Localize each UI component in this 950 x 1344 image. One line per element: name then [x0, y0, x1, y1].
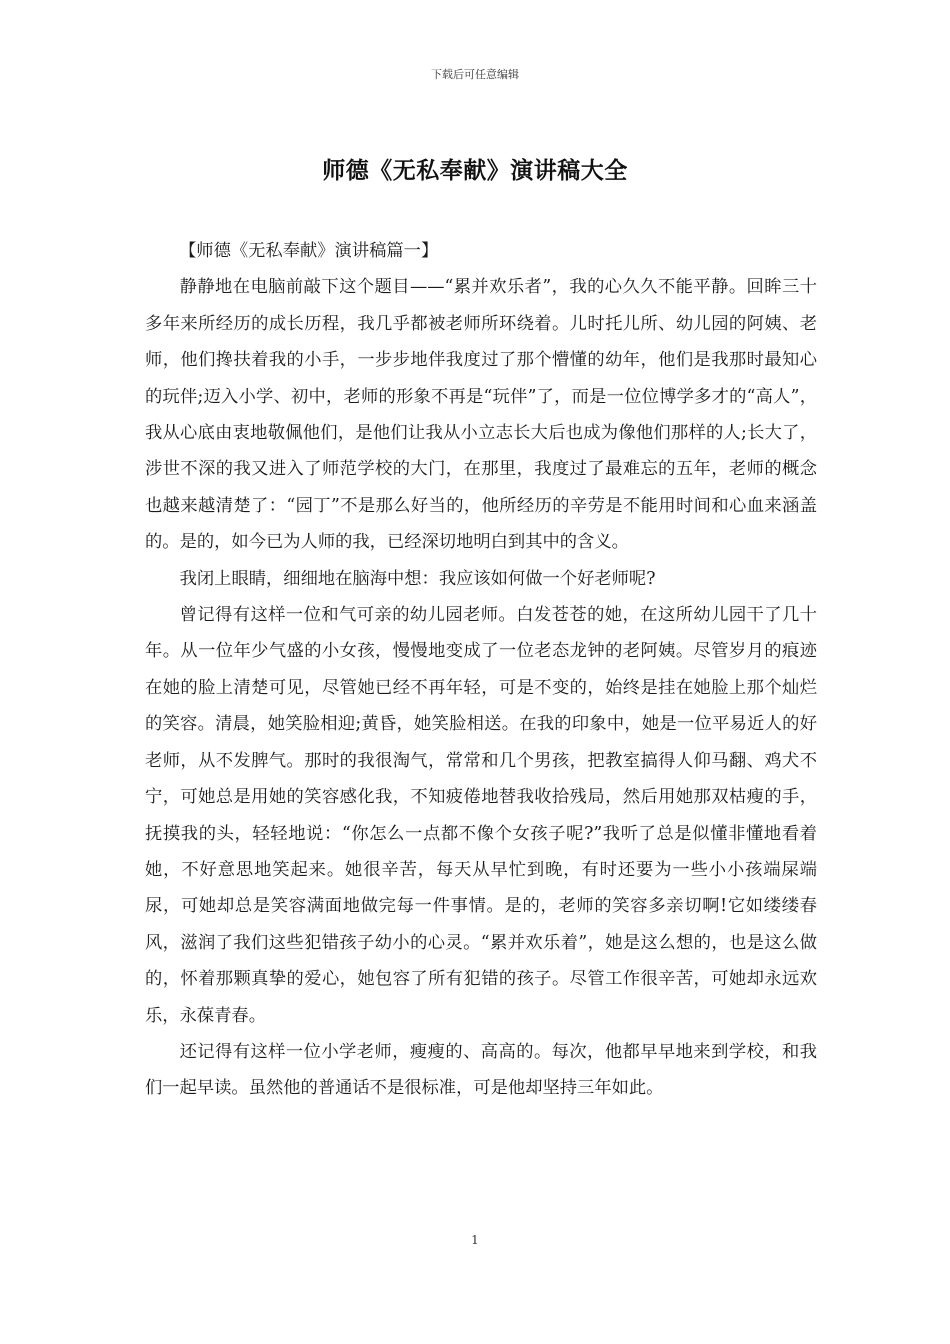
paragraph-2: 我闭上眼睛，细细地在脑海中想：我应该如何做一个好老师呢? [179, 568, 656, 589]
header-note: 下载后可任意编辑 [431, 68, 519, 81]
section-heading: 【师德《无私奉献》演讲稿篇一】 [179, 241, 439, 261]
page-number: 1 [471, 1233, 479, 1247]
paragraph-1: 静静地在电脑前敲下这个题目——“累并欢乐者”，我的心久久不能平静。回眸三十多年来所经历的成长历程，我几乎都被老师所环绕着。儿时托儿所、幼儿园的阿姨、老师，他们搀扶着我的小手，一步步地伴我度过了那个懵懂的幼年，他们是我那时最知心的玩伴;迈入小学、初中，老师的形象不再是“玩伴”了，而是一位位博学多才的“高人”，我从心底由衷地敬佩他们，是他们让我从小立志长大后也成为像他们那样的人;长大了，涉世不深的我又进入了师范学校的大门，在那里，我度过了最难忘的五年，老师的概念也越来越清楚了：“园丁”不是那么好当的，他所经历的辛劳是不能用时间和心血来涵盖的。是的，如今已为人师的我，已经深切地明白到其中的含义。 [145, 277, 817, 553]
paragraph-4: 还记得有这样一位小学老师，瘦瘦的、高高的。每次，他都早早地来到学校，和我们一起早读。虽然他的普通话不是很标准，可是他却坚持三年如此。 [145, 1041, 817, 1099]
document-title: 师德《无私奉献》演讲稿大全 [322, 157, 628, 184]
paragraph-3: 曾记得有这样一位和气可亲的幼儿园老师。白发苍苍的她，在这所幼儿园干了几十年。从一位年少气盛的小女孩，慢慢地变成了一位老态龙钟的老阿姨。尽管岁月的痕迹在她的脸上清楚可见，尽管她已经不再年轻，可是不变的，始终是挂在她脸上那个灿烂的笑容。清晨，她笑脸相迎;黄昏，她笑脸相送。在我的印象中，她是一位平易近人的好老师，从不发脾气。那时的我很淘气，常常和几个男孩，把教室搞得人仰马翻、鸡犬不宁，可她总是用她的笑容感化我，不知疲倦地替我收拾残局，然后用她那双枯瘦的手，抚摸我的头，轻轻地说：“你怎么一点都不像个女孩子呢?”我听了总是似懂非懂地看着她，不好意思地笑起来。她很辛苦，每天从早忙到晚，有时还要为一些小小孩端屎端尿，可她却总是笑容满面地做完每一件事情。是的，老师的笑容多亲切啊!它如缕缕春风，滋润了我们这些犯错孩子幼小的心灵。“累并欢乐着”，她是这么想的，也是这么做的，怀着那颗真挚的爱心，她包容了所有犯错的孩子。尽管工作很辛苦，可她却永远欢乐，永葆青春。 [145, 605, 817, 1026]
document-body [145, 233, 817, 1107]
